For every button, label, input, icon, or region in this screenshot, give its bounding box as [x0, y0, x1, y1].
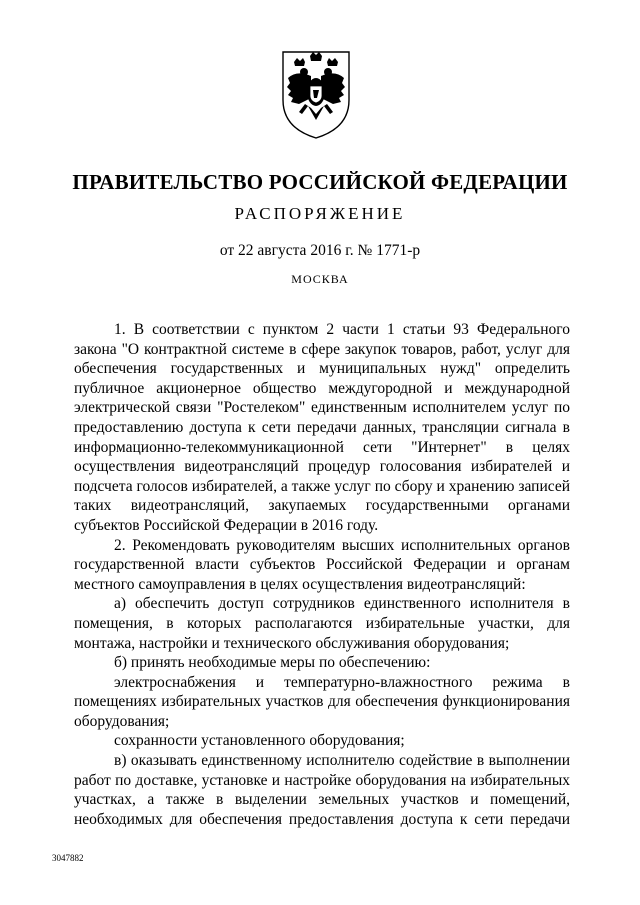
paragraph-2b: б) принять необходимые меры по обеспечению: — [114, 654, 431, 672]
paragraph-2b-item-2: сохранности установленного оборудования; — [114, 732, 405, 750]
paragraph-1: 1. В соответствии с пунктом 2 части 1 статьи 93 Федерального закона "О контрактной системе в сфере закупок товаров, работ, услуг для обеспечения государственных и муниципальных нужд" определить публичное акционерное общество междугородной и международной электрической связи "Ростелеком" единственным исполнителем услуг по предоставлению доступа к сети передачи данных, трансляции сигнала в информационно-телекоммуникационной сети "Интернет" в целях осуществления видеотрансляций процедур голосования избирателей и подсчета голосов избирателей, а также услуг по сбору и хранению записей таких видеотрансляций, закупаемых государственными органами субъектов Российской Федерации в 2016 году. — [74, 321, 570, 534]
footer-document-code: 3047882 — [52, 853, 84, 863]
document-body — [74, 320, 570, 829]
document-type: РАСПОРЯЖЕНИЕ — [234, 204, 406, 223]
coat-of-arms-emblem — [277, 48, 355, 140]
organization-title: ПРАВИТЕЛЬСТВО РОССИЙСКОЙ ФЕДЕРАЦИИ — [72, 170, 568, 194]
paragraph-2a: а) обеспечить доступ сотрудников единственного исполнителя в помещения, в которых располагаются избирательные участки, для монтажа, настройки и технического обслуживания оборудования; — [74, 595, 570, 652]
paragraph-2v: в) оказывать единственному исполнителю содействие в выполнении работ по доставке, установке и настройке оборудования на избирательных участках, а также в выделении земельных участков и помещений, необходимых для обеспечения предоставления доступа к сети передачи — [74, 752, 570, 828]
paragraph-2b-item-1: электроснабжения и температурно-влажностного режима в помещениях избирательных участков для обеспечения функционирования оборудования; — [74, 673, 570, 730]
document-date-number: от 22 августа 2016 г. № 1771-р — [219, 242, 421, 259]
paragraph-2: 2. Рекомендовать руководителям высших исполнительных органов государственной власти субъектов Российской Федерации и органам местного самоуправления в целях осуществления видеотрансляций: — [74, 536, 570, 593]
document-city: МОСКВА — [291, 272, 349, 286]
